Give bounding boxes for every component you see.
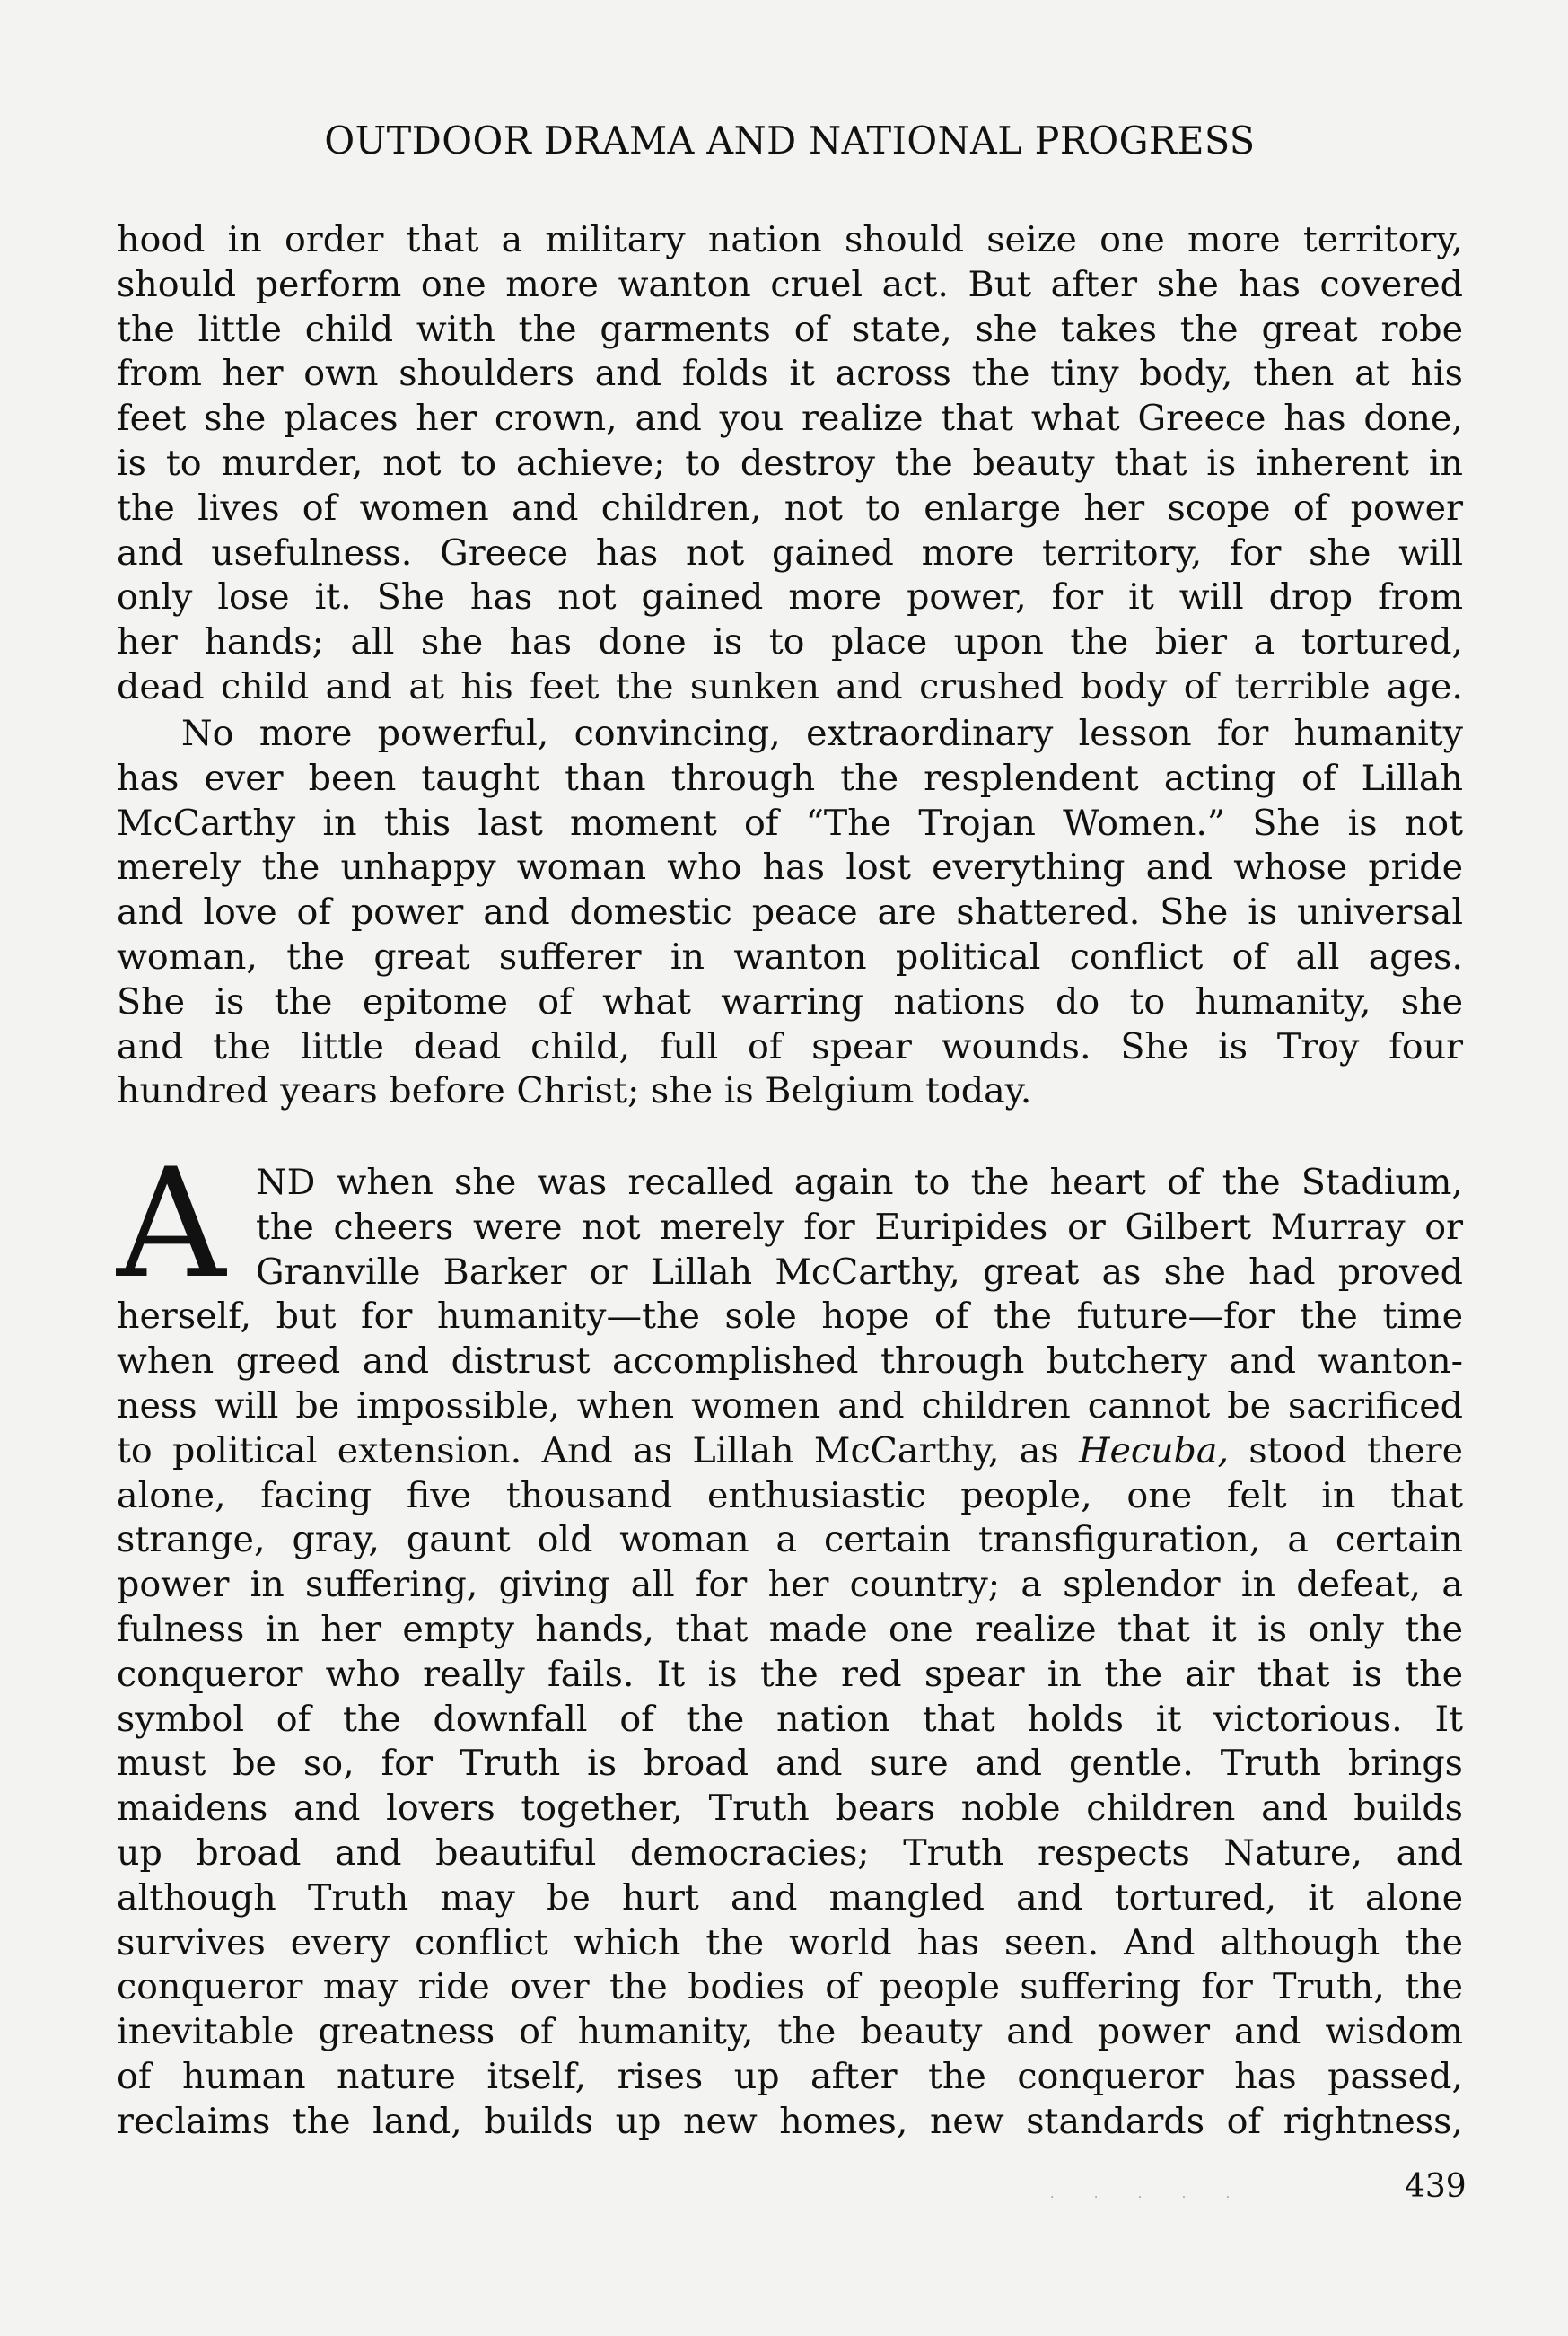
- running-head: OUTDOOR DRAMA AND NATIONAL PROGRESS: [324, 119, 1256, 162]
- text-line: strange, gray, gaunt old woman a certain transfiguration, a certain: [117, 1519, 1463, 1561]
- text-line: should perform one more wanton cruel act. But after she has covered: [117, 263, 1463, 305]
- text-line: survives every conflict which the world has seen. And although the: [117, 1921, 1463, 1963]
- italic-name-hecuba: Hecuba,: [1078, 1429, 1230, 1471]
- text-line: hundred years before Christ; she is Belgium today.: [117, 1070, 1032, 1112]
- text-line: when greed and distrust accomplished through butchery and wanton-: [117, 1340, 1463, 1383]
- text-line: woman, the great sufferer in wanton political conflict of all ages.: [117, 935, 1463, 978]
- text-line: must be so, for Truth is broad and sure and gentle. Truth brings: [117, 1743, 1463, 1785]
- text-line: No more powerful, convincing, extraordinary lesson for humanity: [181, 713, 1463, 754]
- text-line: up broad and beautiful democracies; Truth respects Nature, and: [117, 1831, 1463, 1874]
- text-line: is to murder, not to achieve; to destroy the beauty that is inherent in: [117, 442, 1463, 484]
- text-line: the lives of women and children, not to enlarge her scope of power: [117, 487, 1463, 529]
- text-line: herself, but for humanity—the sole hope of the future—for the time: [117, 1295, 1463, 1338]
- text-line: She is the epitome of what warring nations do to humanity, she: [117, 980, 1463, 1023]
- text-line: maidens and lovers together, Truth bears noble children and builds: [117, 1787, 1463, 1830]
- text-line: from her own shoulders and folds it across the tiny body, then at his: [117, 353, 1463, 395]
- text-line: alone, facing five thousand enthusiastic people, one felt in that: [117, 1474, 1463, 1516]
- text-line: symbol of the downfall of the nation that holds it victorious. It: [117, 1698, 1463, 1740]
- text-line: hood in order that a military nation should seize one more territory,: [117, 219, 1463, 260]
- text-line: only lose it. She has not gained more power, for it will drop from: [117, 576, 1463, 619]
- paragraph-3: [117, 1161, 1463, 2145]
- drop-cap: A: [117, 1136, 226, 1312]
- text-line: inevitable greatness of humanity, the beauty and power and wisdom: [117, 2011, 1463, 2053]
- text-segment: to political extension. And as Lillah McCarthy, as: [117, 1429, 1079, 1471]
- print-specks: · · · · ·: [1050, 2191, 1248, 2205]
- paragraph-1: [117, 218, 1463, 710]
- text-line: ND when she was recalled again to the heart of the Stadium,: [256, 1162, 1463, 1203]
- text-line: McCarthy in this last moment of “The Trojan Women.” She is not: [117, 802, 1463, 844]
- text-line: ness will be impossible, when women and children cannot be sacrificed: [117, 1384, 1463, 1427]
- text-line: Granville Barker or Lillah McCarthy, great as she had proved: [256, 1251, 1463, 1293]
- text-line: merely the unhappy woman who has lost everything and whose pride: [117, 847, 1463, 889]
- text-line: conqueror may ride over the bodies of people suffering for Truth, the: [117, 1966, 1463, 2008]
- text-line: power in suffering, giving all for her country; a splendor in defeat, a: [117, 1564, 1463, 1606]
- text-line: and usefulness. Greece has not gained more territory, for she will: [117, 531, 1463, 574]
- text-segment: stood there: [1229, 1429, 1463, 1471]
- page-number: 439: [1405, 2168, 1467, 2205]
- text-line: of human nature itself, rises up after the conqueror has passed,: [117, 2055, 1463, 2097]
- paragraph-2: [117, 712, 1463, 1114]
- text-line: reclaims the land, builds up new homes, new standards of rightness,: [117, 2100, 1463, 2142]
- text-line: although Truth may be hurt and mangled and tortured, it alone: [117, 1876, 1463, 1919]
- text-line: dead child and at his feet the sunken and crushed body of terrible age.: [117, 665, 1463, 707]
- text-line: the cheers were not merely for Euripides or Gilbert Murray or: [256, 1206, 1463, 1248]
- text-line: fulness in her empty hands, that made one realize that it is only the: [117, 1608, 1463, 1650]
- text-line: has ever been taught than through the resplendent acting of Lillah: [117, 757, 1463, 799]
- text-line: conqueror who really fails. It is the red spear in the air that is the: [117, 1653, 1463, 1695]
- text-line: and the little dead child, full of spear wounds. She is Troy four: [117, 1025, 1463, 1067]
- text-line-hecuba: [117, 1429, 1463, 1474]
- text-line: and love of power and domestic peace are shattered. She is universal: [117, 891, 1463, 934]
- text-line: her hands; all she has done is to place upon the bier a tortured,: [117, 621, 1463, 663]
- text-line: the little child with the garments of state, she takes the great robe: [117, 308, 1463, 350]
- text-line: feet she places her crown, and you realize that what Greece has done,: [117, 398, 1463, 440]
